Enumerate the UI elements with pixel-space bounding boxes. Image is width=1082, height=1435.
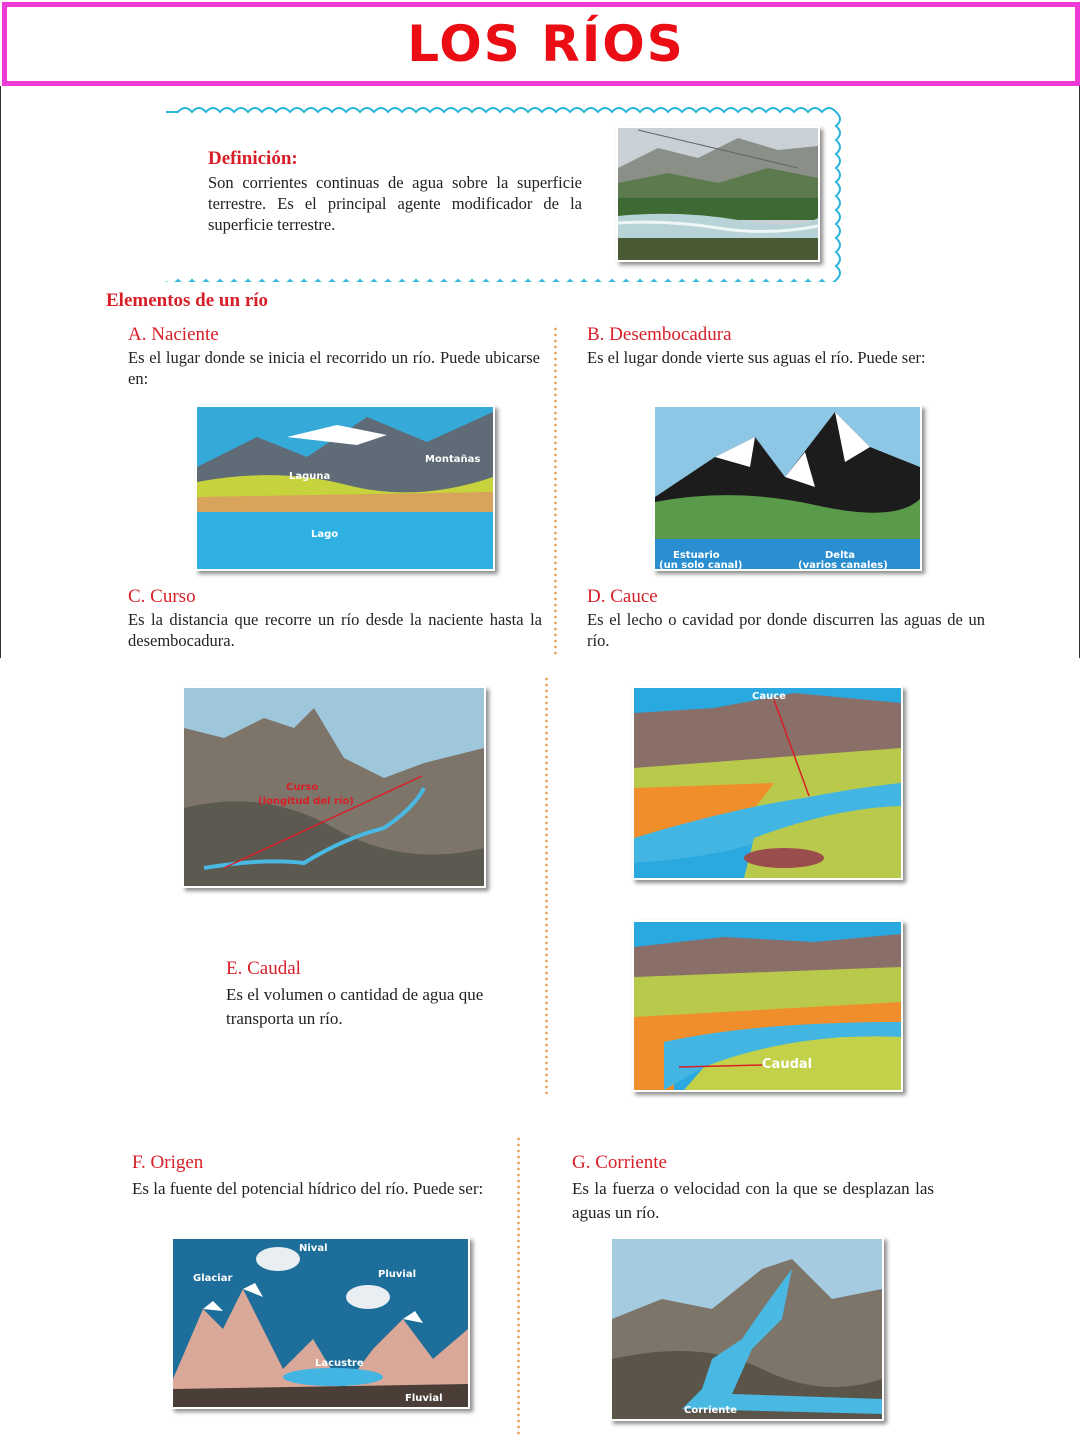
title-banner: [2, 2, 1080, 86]
section-d-title: D. Cauce: [587, 586, 658, 607]
label-lago: Lago: [311, 529, 339, 540]
label-glaciar-origen: Glaciar: [193, 1273, 233, 1284]
section-e-title: E. Caudal: [226, 958, 301, 979]
column-separator-1: [554, 326, 557, 656]
left-border-line: [0, 86, 1, 658]
cauce-illustration: [632, 686, 903, 880]
naciente-illustration: [195, 405, 495, 571]
label-cauce: Cauce: [752, 691, 786, 702]
desembocadura-illustration: [653, 405, 922, 571]
label-lacustre: Lacustre: [315, 1358, 364, 1369]
label-curso: Curso: [286, 782, 319, 793]
label-delta-sub: (varios canales): [798, 560, 888, 569]
curso-illustration: [182, 686, 486, 888]
label-estuario-sub: (un solo canal): [659, 560, 743, 569]
label-nival: Nival: [299, 1243, 328, 1254]
section-d-text: Es el lecho o cavidad por donde discurren las aguas de un río.: [587, 610, 985, 650]
caudal-illustration: [632, 920, 903, 1092]
section-g-title: G. Corriente: [572, 1152, 667, 1173]
elements-heading: Elementos de un río: [106, 290, 269, 311]
page-title: LOS RÍOS: [407, 15, 685, 73]
section-f-title: F. Origen: [132, 1152, 204, 1173]
label-caudal: Caudal: [762, 1057, 813, 1072]
section-b-text: Es el lugar donde vierte sus aguas el río. Puede ser:: [587, 348, 926, 367]
section-b-title: B. Desembocadura: [587, 324, 732, 345]
definition-heading: Definición:: [208, 148, 298, 169]
right-border-line: [1079, 86, 1080, 658]
label-pluvial: Pluvial: [378, 1269, 416, 1280]
label-montanas: Montañas: [425, 454, 481, 465]
column-separator-3: [517, 1136, 520, 1435]
corriente-illustration: [610, 1237, 884, 1421]
origen-illustration: [171, 1237, 470, 1409]
section-c-title: C. Curso: [128, 586, 196, 607]
river-photo: [616, 126, 820, 262]
section-a-title: A. Naciente: [128, 324, 219, 345]
section-c-text: Es la distancia que recorre un río desde la naciente hasta la desembocadura.: [128, 610, 542, 650]
label-glaciar: Glaciar: [315, 432, 355, 443]
label-estuario: Estuario: [673, 550, 720, 561]
label-fluvial: Fluvial: [405, 1393, 443, 1404]
section-a-text: Es el lugar donde se inicia el recorrido un río. Puede ubicarse en:: [128, 348, 540, 388]
section-g-text: Es la fuerza o velocidad con la que se desplazan las aguas un río.: [572, 1179, 934, 1222]
label-laguna: Laguna: [289, 471, 331, 482]
column-separator-2: [545, 676, 548, 1094]
definition-text: Son corrientes continuas de agua sobre la superficie terrestre. Es el principal agente modificador de la superficie terrestre.: [208, 173, 582, 234]
label-delta: Delta: [825, 550, 856, 561]
section-f-text: Es la fuente del potencial hídrico del río. Puede ser:: [132, 1179, 484, 1198]
label-corriente: Corriente: [684, 1405, 737, 1416]
section-e-text: Es el volumen o cantidad de agua que transporta un río.: [226, 985, 484, 1028]
label-curso-sub: (longitud del río): [258, 796, 354, 807]
